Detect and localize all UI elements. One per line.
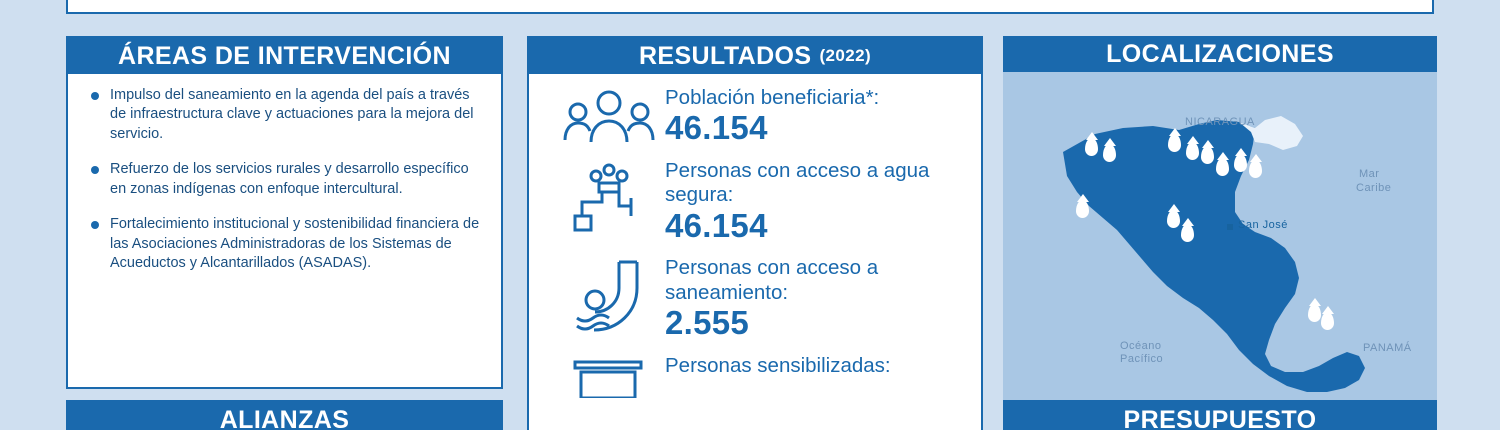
training-board-icon <box>553 352 665 398</box>
result-text <box>665 157 981 244</box>
water-tap-icon <box>553 157 665 235</box>
people-group-icon <box>553 84 665 146</box>
location-drop-marker <box>1201 146 1214 164</box>
list-item: Fortalecimiento institucional y sostenibilidad financiera de las Asociaciones Administradoras de los Sistemas de Acueductos y Alcantarillados (ASADAS). <box>82 215 483 273</box>
top-white-strip <box>66 0 1434 14</box>
resultados-panel-title <box>529 38 981 74</box>
resultados-year: (2022) <box>819 46 872 65</box>
location-drop-marker <box>1234 154 1247 172</box>
areas-de-intervencion-panel <box>66 36 503 389</box>
capital-label: San José <box>1238 219 1288 231</box>
location-drop-marker <box>1085 138 1098 156</box>
list-item: Impulso del saneamiento en la agenda del país a través de infraestructura clave y actuaciones para la mejora del servicio. <box>82 86 483 144</box>
location-drop-marker <box>1168 134 1181 152</box>
map-label-nicaragua: NICARAGUA <box>1185 116 1255 128</box>
result-value: 46.154 <box>665 109 768 147</box>
location-drop-marker <box>1321 312 1334 330</box>
areas-panel-title: ÁREAS DE INTERVENCIÓN <box>68 38 501 74</box>
resultados-panel <box>527 36 983 430</box>
map-label-panama: PANAMÁ <box>1363 342 1412 354</box>
location-drop-marker <box>1167 210 1180 228</box>
result-label: Personas con acceso a agua segura: <box>665 159 930 207</box>
map-label-oceano: Océano <box>1120 340 1162 352</box>
result-row <box>529 342 981 398</box>
map-label-caribe: Caribe <box>1356 182 1392 194</box>
resultados-title-text: RESULTADOS <box>638 41 812 70</box>
result-text <box>665 352 891 378</box>
result-text <box>665 84 879 147</box>
location-drop-marker <box>1103 144 1116 162</box>
result-text <box>665 254 981 341</box>
result-row <box>529 147 981 244</box>
list-item: Refuerzo de los servicios rurales y desarrollo específico en zonas indígenas con enfoque intercultural. <box>82 160 483 199</box>
result-value: 46.154 <box>665 206 768 244</box>
capital-marker <box>1227 224 1233 230</box>
location-drop-marker <box>1181 224 1194 242</box>
alianzas-panel-title: ALIANZAS <box>66 400 503 430</box>
areas-panel-body <box>68 74 501 387</box>
result-label: Población beneficiaria*: <box>665 86 880 109</box>
map-label-pacifico: Pacífico <box>1120 353 1164 365</box>
costa-rica-map <box>1003 72 1437 423</box>
result-label: Personas con acceso a saneamiento: <box>665 256 879 304</box>
sanitation-pipe-icon <box>553 254 665 332</box>
location-drop-marker <box>1076 200 1089 218</box>
location-drop-marker <box>1186 142 1199 160</box>
result-label: Personas sensibilizadas: <box>665 353 891 377</box>
presupuesto-panel-title: PRESUPUESTO <box>1003 400 1437 430</box>
result-row <box>529 244 981 341</box>
location-drop-marker <box>1308 304 1321 322</box>
areas-bullet-list <box>82 86 483 273</box>
localizaciones-panel <box>1003 36 1437 423</box>
map-label-mar: Mar <box>1359 168 1380 180</box>
result-value: 2.555 <box>665 303 750 341</box>
result-row <box>529 74 981 147</box>
location-drop-marker <box>1216 158 1229 176</box>
localizaciones-panel-title: LOCALIZACIONES <box>1003 36 1437 72</box>
location-drop-marker <box>1249 160 1262 178</box>
